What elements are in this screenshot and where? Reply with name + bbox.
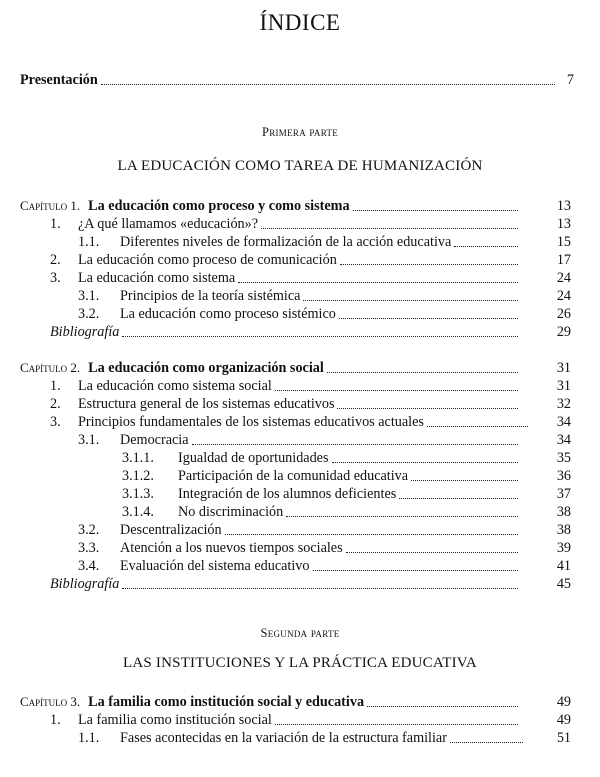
toc-page-number: 34 bbox=[556, 414, 571, 430]
toc-entry bbox=[122, 503, 518, 521]
dot-leader bbox=[101, 84, 555, 85]
dot-leader bbox=[367, 706, 518, 707]
toc-page-number: 24 bbox=[556, 270, 571, 286]
entry-number: 3.1.2. bbox=[122, 468, 154, 484]
toc-page-number: 37 bbox=[556, 486, 571, 502]
dot-leader bbox=[122, 336, 518, 337]
dot-leader bbox=[192, 444, 518, 445]
toc-entry bbox=[78, 557, 518, 575]
entry-label: Estructura general de los sistemas educativos bbox=[78, 396, 335, 412]
toc-entry bbox=[122, 467, 518, 485]
toc-entry bbox=[78, 305, 518, 323]
toc-entry bbox=[78, 431, 518, 449]
entry-label: Atención a los nuevos tiempos sociales bbox=[120, 540, 343, 556]
entry-label: La educación como sistema social bbox=[78, 378, 272, 394]
toc-page-number: 49 bbox=[556, 712, 571, 728]
chapter-number: Capítulo 2. bbox=[20, 360, 81, 375]
chapter-title: La familia como institución social y educativa bbox=[88, 694, 365, 710]
entry-number: 3.2. bbox=[78, 522, 100, 538]
dot-leader bbox=[427, 426, 528, 427]
entry-number: 3. bbox=[50, 270, 61, 286]
dot-leader bbox=[275, 724, 518, 725]
dot-leader bbox=[225, 534, 518, 535]
entry-number: 1.1. bbox=[78, 730, 100, 746]
part-label: Primera parte bbox=[261, 125, 339, 139]
entry-label: Diferentes niveles de formalización de la acción educativa bbox=[120, 234, 452, 250]
entry-label: Evaluación del sistema educativo bbox=[120, 558, 310, 574]
chapter-title: La educación como organización social bbox=[88, 360, 324, 376]
part-title: LA EDUCACIÓN COMO TAREA DE HUMANIZACIÓN bbox=[117, 158, 483, 174]
dot-leader bbox=[327, 372, 518, 373]
toc-page-number: 26 bbox=[556, 306, 571, 322]
dot-leader bbox=[261, 228, 518, 229]
entry-label: Principios fundamentales de los sistemas educativos actuales bbox=[78, 414, 424, 430]
toc-page-number: 38 bbox=[556, 522, 571, 538]
toc-entry bbox=[50, 251, 518, 269]
toc-entry bbox=[50, 269, 518, 287]
entry-label: Integración de los alumnos deficientes bbox=[178, 486, 397, 502]
toc-page-number: 29 bbox=[556, 324, 571, 340]
entry-number: 3.1.4. bbox=[122, 504, 154, 520]
toc-entry-bibliography bbox=[50, 575, 518, 593]
entry-number: 3.2. bbox=[78, 306, 100, 322]
entry-number: 1.1. bbox=[78, 234, 100, 250]
entry-label: La educación como proceso de comunicación bbox=[78, 252, 337, 268]
chapter-title: La educación como proceso y como sistema bbox=[88, 198, 350, 214]
toc-page-number: 17 bbox=[556, 252, 571, 268]
dot-leader bbox=[454, 246, 518, 247]
entry-number: 2. bbox=[50, 396, 61, 412]
toc-entry-bibliography bbox=[50, 323, 518, 341]
entry-number: 3.3. bbox=[78, 540, 100, 556]
dot-leader bbox=[303, 300, 518, 301]
toc-page-number: 13 bbox=[556, 216, 571, 232]
entry-label: Democracia bbox=[120, 432, 189, 448]
entry-label: Bibliografía bbox=[50, 324, 120, 340]
toc-page-number: 31 bbox=[556, 378, 571, 394]
toc-page-number: 24 bbox=[556, 288, 571, 304]
dot-leader bbox=[332, 462, 519, 463]
toc-entry bbox=[50, 377, 518, 395]
entry-number: 3.4. bbox=[78, 558, 100, 574]
entry-number: 1. bbox=[50, 216, 61, 232]
part-label: Segunda parte bbox=[260, 626, 340, 640]
toc-entry bbox=[78, 521, 518, 539]
toc-entry bbox=[50, 413, 528, 431]
entry-number: 3.1. bbox=[78, 432, 100, 448]
dot-leader bbox=[313, 570, 519, 571]
toc-page-number: 35 bbox=[556, 450, 571, 466]
toc-page-number: 39 bbox=[556, 540, 571, 556]
entry-label: Igualdad de oportunidades bbox=[178, 450, 329, 466]
part-title: LAS INSTITUCIONES Y LA PRÁCTICA EDUCATIVA bbox=[123, 655, 477, 671]
toc-entry bbox=[78, 233, 518, 251]
chapter-heading bbox=[20, 197, 518, 215]
toc-page-number: 51 bbox=[556, 730, 571, 746]
chapter-heading bbox=[20, 359, 518, 377]
dot-leader bbox=[122, 588, 518, 589]
entry-number: 3.1. bbox=[78, 288, 100, 304]
dot-leader bbox=[337, 408, 518, 409]
toc-entry bbox=[78, 729, 523, 747]
dot-leader bbox=[238, 282, 518, 283]
dot-leader bbox=[275, 390, 518, 391]
entry-number: 1. bbox=[50, 712, 61, 728]
dot-leader bbox=[346, 552, 518, 553]
toc-page-number: 31 bbox=[556, 360, 571, 376]
chapter-number: Capítulo 3. bbox=[20, 694, 81, 709]
toc-entry bbox=[122, 485, 518, 503]
toc-entry bbox=[50, 711, 518, 729]
entry-label: Principios de la teoría sistémica bbox=[120, 288, 301, 304]
entry-number: 2. bbox=[50, 252, 61, 268]
chapter-number: Capítulo 1. bbox=[20, 198, 81, 213]
toc-page-number: 49 bbox=[556, 694, 571, 710]
toc-page-number: 34 bbox=[556, 432, 571, 448]
toc-page-number: 38 bbox=[556, 504, 571, 520]
toc-entry bbox=[50, 395, 518, 413]
dot-leader bbox=[339, 318, 518, 319]
toc-entry bbox=[50, 215, 518, 233]
dot-leader bbox=[340, 264, 518, 265]
dot-leader bbox=[286, 516, 518, 517]
toc-page-number: 45 bbox=[556, 576, 571, 592]
entry-label: Fases acontecidas en la variación de la estructura familiar bbox=[120, 730, 447, 746]
dot-leader bbox=[411, 480, 518, 481]
entry-label: Bibliografía bbox=[50, 576, 120, 592]
toc-entry bbox=[78, 539, 518, 557]
entry-number: 3.1.3. bbox=[122, 486, 154, 502]
chapter-heading bbox=[20, 693, 518, 711]
entry-label: Descentralización bbox=[120, 522, 222, 538]
entry-number: 1. bbox=[50, 378, 61, 394]
entry-label: No discriminación bbox=[178, 504, 284, 520]
entry-label: La familia como institución social bbox=[78, 712, 272, 728]
toc-row-presentation bbox=[20, 71, 555, 89]
toc-page-number: 7 bbox=[566, 72, 574, 88]
dot-leader bbox=[450, 742, 523, 743]
entry-number: 3.1.1. bbox=[122, 450, 154, 466]
entry-label: La educación como proceso sistémico bbox=[120, 306, 336, 322]
dot-leader bbox=[353, 210, 518, 211]
toc-page-number: 32 bbox=[556, 396, 571, 412]
toc-label: Presentación bbox=[20, 72, 98, 88]
toc-page-number: 41 bbox=[556, 558, 571, 574]
toc-page-number: 36 bbox=[556, 468, 571, 484]
toc-page-number: 15 bbox=[556, 234, 571, 250]
entry-label: La educación como sistema bbox=[78, 270, 236, 286]
entry-number: 3. bbox=[50, 414, 61, 430]
entry-label: Participación de la comunidad educativa bbox=[178, 468, 409, 484]
page-title: ÍNDICE bbox=[259, 10, 341, 35]
toc-page-number: 13 bbox=[556, 198, 571, 214]
dot-leader bbox=[399, 498, 518, 499]
toc-entry bbox=[78, 287, 518, 305]
entry-label: ¿A qué llamamos «educación»? bbox=[78, 216, 259, 232]
toc-entry bbox=[122, 449, 518, 467]
